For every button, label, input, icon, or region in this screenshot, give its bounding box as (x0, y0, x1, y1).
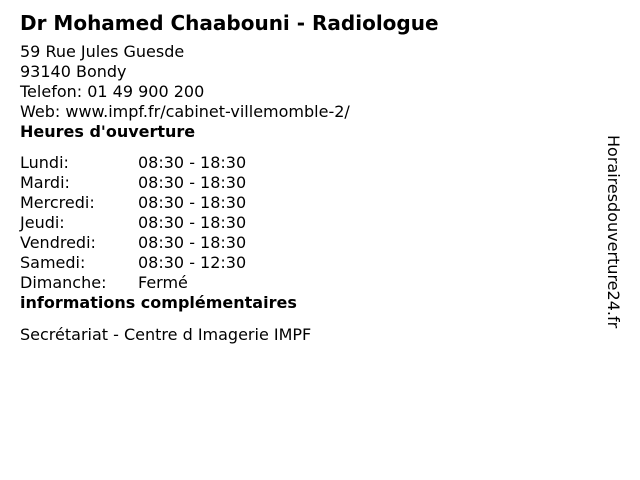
address-block (20, 42, 600, 122)
site-watermark: Horairesdouverture24.fr (604, 135, 623, 329)
day-label: Mercredi: (20, 193, 95, 212)
page-title: Dr Mohamed Chaabouni - Radiologue (20, 11, 439, 35)
hours-row-monday (20, 153, 600, 173)
day-label: Jeudi: (20, 213, 65, 232)
time-range: 08:30 - 12:30 (138, 253, 247, 272)
time-range: 08:30 - 18:30 (138, 153, 247, 172)
hours-row-tuesday (20, 173, 600, 193)
opening-hours-heading: Heures d'ouverture (20, 122, 196, 141)
postal-city: 93140 Bondy (20, 62, 127, 81)
additional-info-text: Secrétariat - Centre d Imagerie IMPF (20, 325, 312, 344)
time-range: 08:30 - 18:30 (138, 233, 247, 252)
business-card (20, 10, 600, 345)
hours-row-wednesday (20, 193, 600, 213)
time-range: Fermé (138, 273, 188, 292)
time-range: 08:30 - 18:30 (138, 173, 247, 192)
street-address: 59 Rue Jules Guesde (20, 42, 185, 61)
day-label: Samedi: (20, 253, 86, 272)
day-label: Mardi: (20, 173, 70, 192)
hours-row-saturday (20, 253, 600, 273)
additional-info-heading: informations complémentaires (20, 293, 297, 312)
time-range: 08:30 - 18:30 (138, 213, 247, 232)
day-label: Lundi: (20, 153, 69, 172)
time-range: 08:30 - 18:30 (138, 193, 247, 212)
hours-row-friday (20, 233, 600, 253)
day-label: Dimanche: (20, 273, 107, 292)
hours-row-thursday (20, 213, 600, 233)
website: Web: www.impf.fr/cabinet-villemomble-2/ (20, 102, 350, 121)
phone-number: Telefon: 01 49 900 200 (20, 82, 205, 101)
hours-row-sunday (20, 273, 600, 293)
day-label: Vendredi: (20, 233, 96, 252)
opening-hours-table (20, 153, 600, 293)
